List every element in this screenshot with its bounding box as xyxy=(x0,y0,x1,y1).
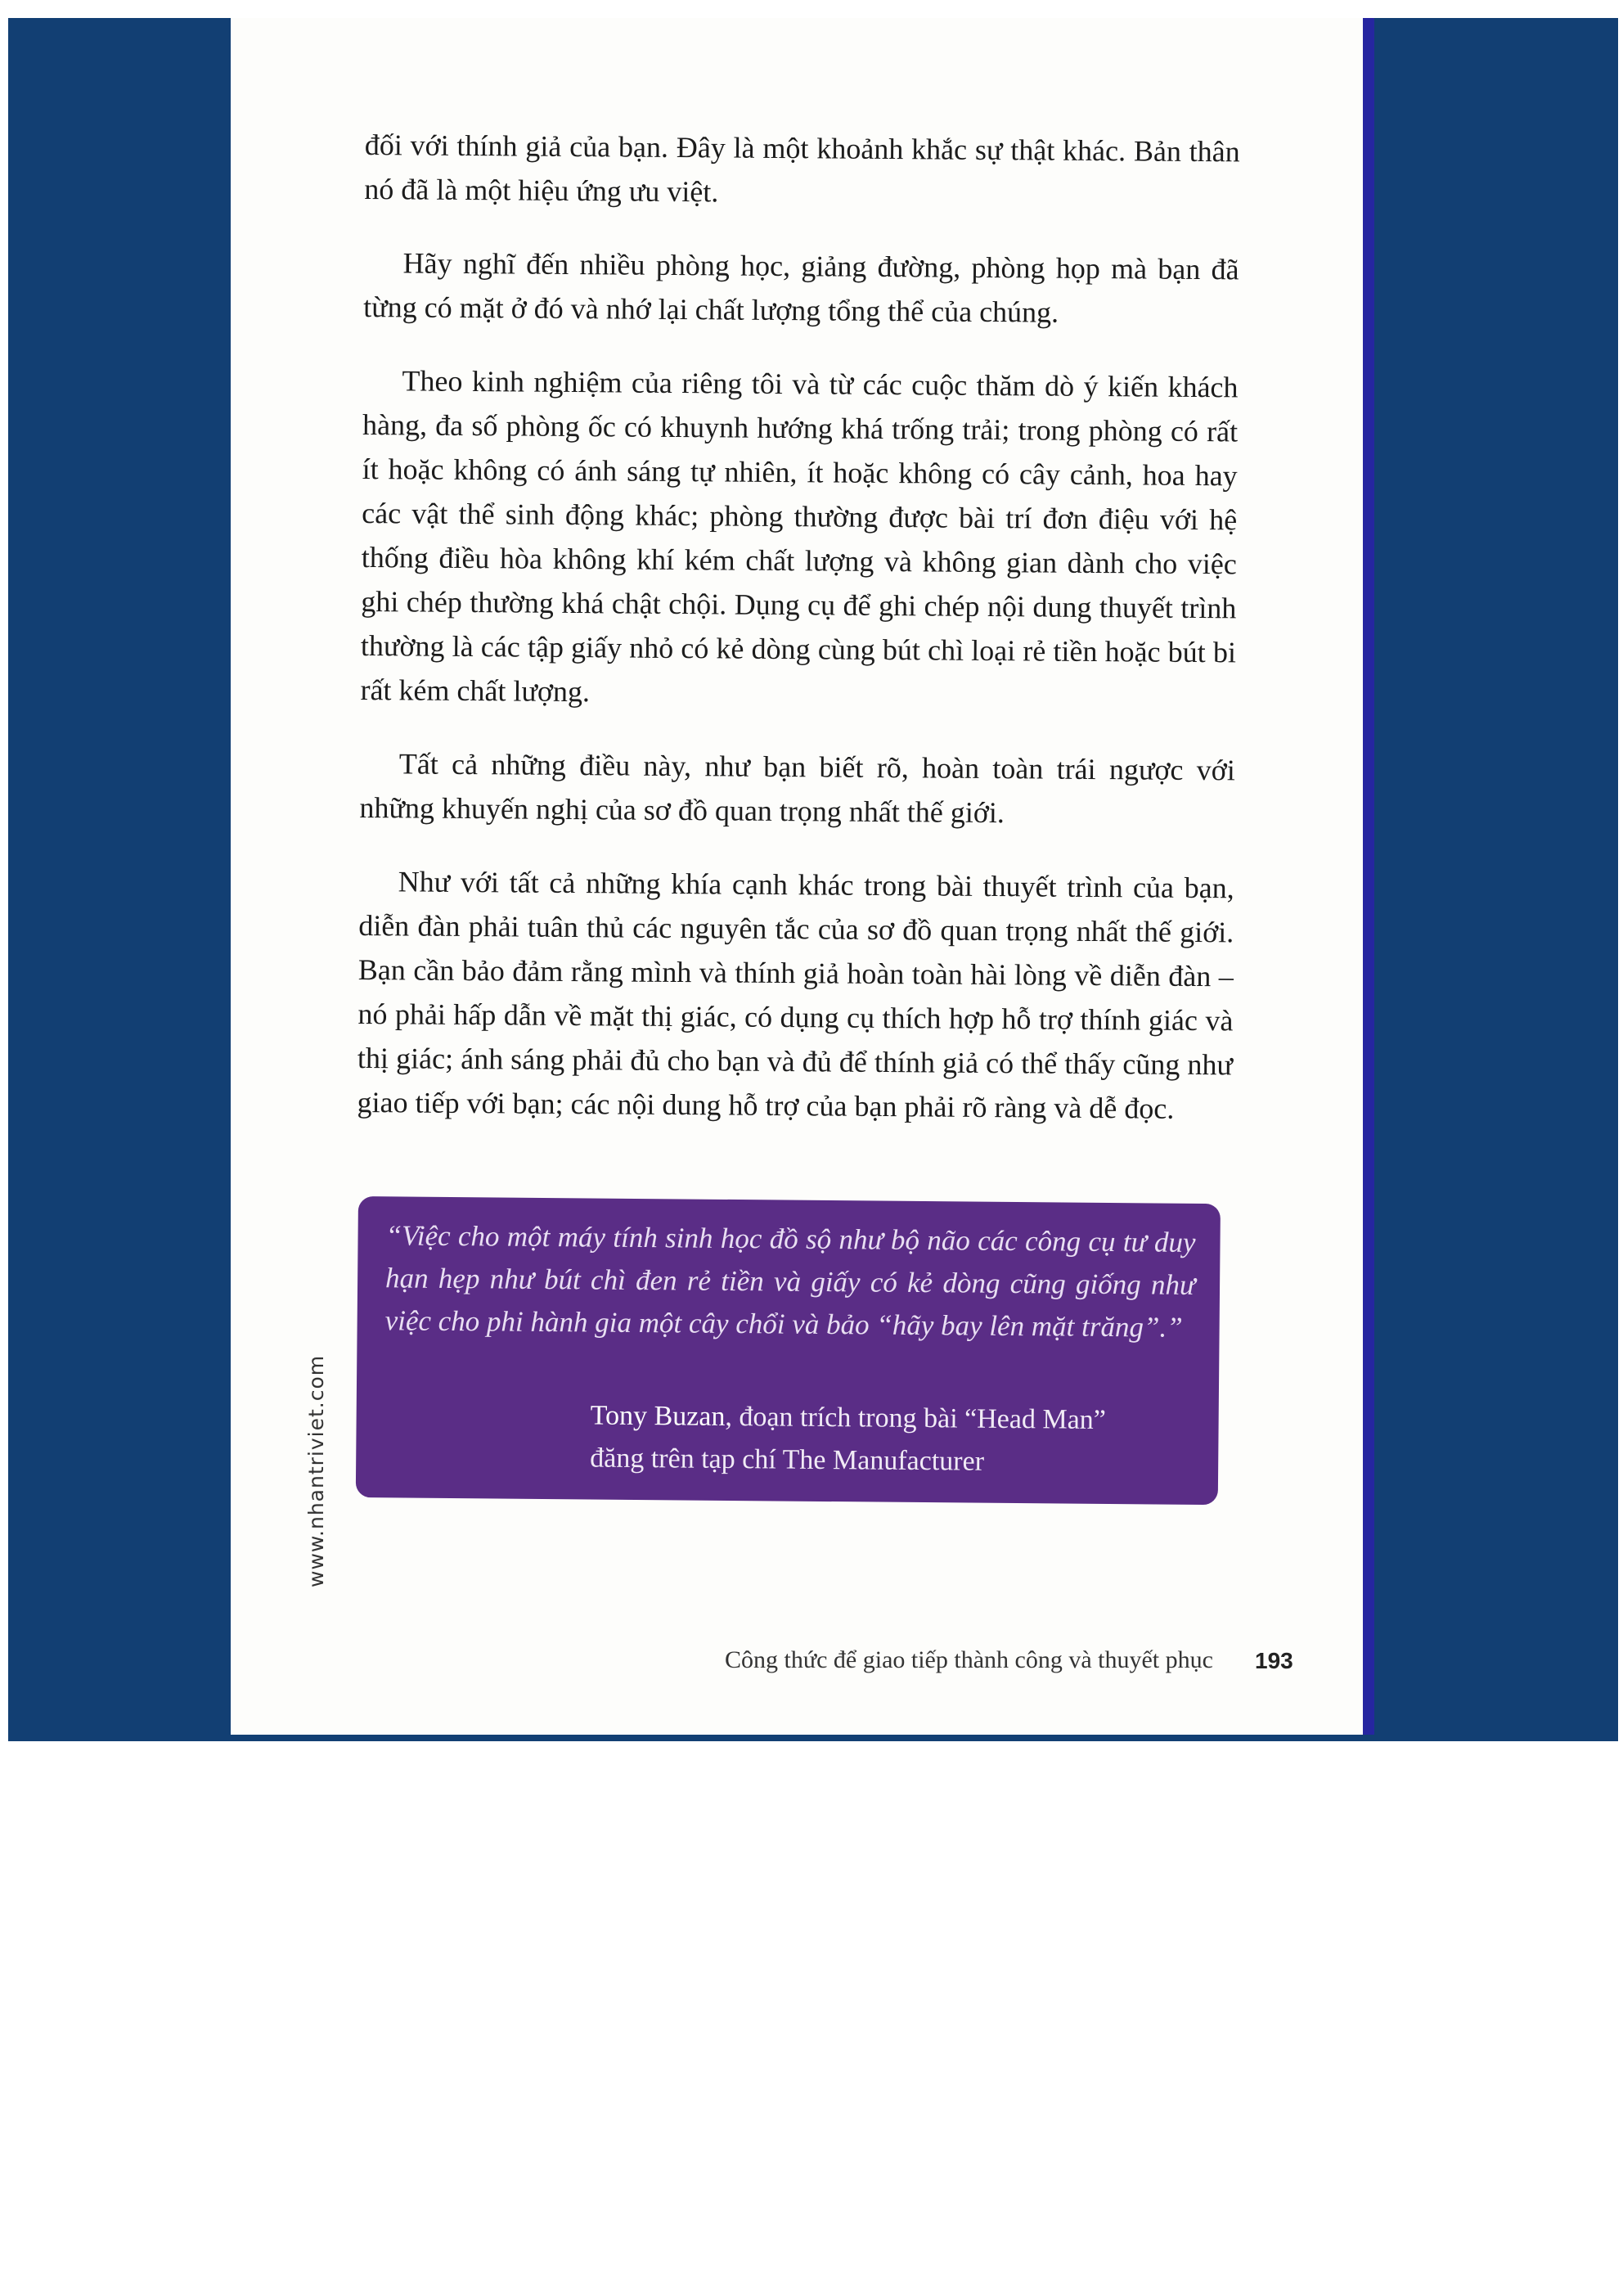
side-url: www.nhantriviet.com xyxy=(304,1354,328,1587)
footer-title: Công thức để giao tiếp thành công và thuyết phục xyxy=(725,1646,1213,1673)
body-text xyxy=(357,123,1240,1160)
quote-author: Tony Buzan xyxy=(590,1400,726,1432)
page-number: 193 xyxy=(1255,1648,1293,1673)
page-edge xyxy=(1363,18,1374,1735)
paragraph: đối với thính giả của bạn. Đây là một khoảnh khắc sự thật khác. Bản thân nó đã là một hiệu ứng ưu việt. xyxy=(364,128,1240,209)
quote-text: “Việc cho một máy tính sinh học đồ sộ như bộ não các công cụ tư duy hạn hẹp như bút chì đen rẻ tiền và giấy có kẻ dòng cũng giống như việc cho phi hành gia một cây chổi và bảo “hãy bay lên mặt trăng”.” xyxy=(384,1219,1196,1344)
quote-box xyxy=(356,1196,1221,1505)
quote-source-line2: đăng trên tạp chí The Manufacturer xyxy=(590,1443,985,1477)
paragraph: Theo kinh nghiệm của riêng tôi và từ các cuộc thăm dò ý kiến khách hàng, đa số phòng ốc có khuynh hướng khá trống trải; trong phòng có rất ít hoặc không có ánh sáng tự nhiên, ít hoặc không có cây cảnh, hoa hay các vật thể sinh động khác; phòng thường được bài trí đơn điệu với hệ thống điều hòa không khí kém chất lượng và không gian dành cho việc ghi chép thường khá chật chội. Dụng cụ để ghi chép nội dung thuyết trình thường là các tập giấy nhỏ có kẻ dòng cùng bút chì loại rẻ tiền hoặc bút bi rất kém chất lượng. xyxy=(360,364,1239,709)
paragraph: Tất cả những điều này, như bạn biết rõ, hoàn toàn trái ngược với những khuyến nghị của sơ đồ quan trọng nhất thế giới. xyxy=(359,747,1235,830)
paragraph: Như với tất cả những khía cạnh khác trong bài thuyết trình của bạn, diễn đàn phải tuân thủ các nguyên tắc của sơ đồ quan trọng nhất thế giới. Bạn cần bảo đảm rằng mình và thính giả hoàn toàn hài lòng về diễn đàn – nó phải hấp dẫn về mặt thị giác, có dụng cụ thích hợp hỗ trợ thính giác và thị giác; ánh sáng phải đủ cho bạn và đủ để thính giả có thể thấy cũng như giao tiếp với bạn; các nội dung hỗ trợ của bạn phải rõ ràng và dễ đọc. xyxy=(357,865,1234,1125)
paragraph: Hãy nghĩ đến nhiều phòng học, giảng đường, phòng họp mà bạn đã từng có mặt ở đó và nhớ lại chất lượng tổng thể của chúng. xyxy=(363,246,1239,329)
quote-attribution xyxy=(590,1394,1180,1484)
quote-source-line1: , đoạn trích trong bài “Head Man” xyxy=(725,1401,1107,1435)
